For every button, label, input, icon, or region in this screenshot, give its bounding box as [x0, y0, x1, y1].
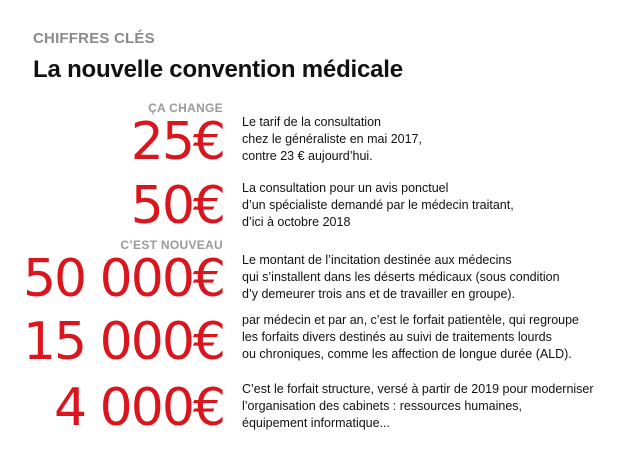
- description-line: d’ici à octobre 2018: [242, 215, 351, 229]
- figure-description-1: [242, 114, 602, 165]
- description-line: La consultation pour un avis ponctuel: [242, 181, 449, 195]
- description-line: Le montant de l’incitation destinée aux médecins: [242, 253, 512, 267]
- description-line: les forfaits divers destinés au suivi de traitements lourds: [242, 330, 552, 344]
- description-line: C’est le forfait structure, versé à partir de 2019 pour moderniser: [242, 382, 594, 396]
- figure-description-2: [242, 180, 602, 231]
- figure-description-5: [242, 381, 602, 432]
- figure-value-3: 50 000€: [22, 249, 224, 309]
- figure-value-5: 4 000€: [54, 378, 224, 438]
- description-line: chez le généraliste en mai 2017,: [242, 132, 422, 146]
- figure-description-3: [242, 252, 602, 303]
- section-label-change: ÇA CHANGE: [148, 101, 223, 115]
- figure-value-1: 25€: [130, 112, 224, 172]
- figure-value-4: 15 000€: [22, 312, 224, 372]
- description-line: d’un spécialiste demandé par le médecin traitant,: [242, 198, 514, 212]
- section-label-new: C’EST NOUVEAU: [120, 238, 223, 252]
- description-line: qui s’installent dans les déserts médicaux (sous condition: [242, 270, 560, 284]
- description-line: équipement informatique...: [242, 416, 391, 430]
- kicker-label: CHIFFRES CLÉS: [33, 30, 155, 47]
- description-line: par médecin et par an, c’est le forfait patientèle, qui regroupe: [242, 313, 580, 327]
- description-line: ou chroniques, comme les affection de longue durée (ALD).: [242, 347, 572, 361]
- figure-value-2: 50€: [130, 176, 224, 236]
- description-line: d’y demeurer trois ans et de travailler en groupe).: [242, 287, 516, 301]
- description-line: Le tarif de la consultation: [242, 115, 381, 129]
- description-line: l’organisation des cabinets : ressources humaines,: [242, 399, 523, 413]
- page-title: La nouvelle convention médicale: [33, 56, 403, 83]
- description-line: contre 23 € aujourd’hui.: [242, 149, 373, 163]
- figure-description-4: [242, 312, 602, 363]
